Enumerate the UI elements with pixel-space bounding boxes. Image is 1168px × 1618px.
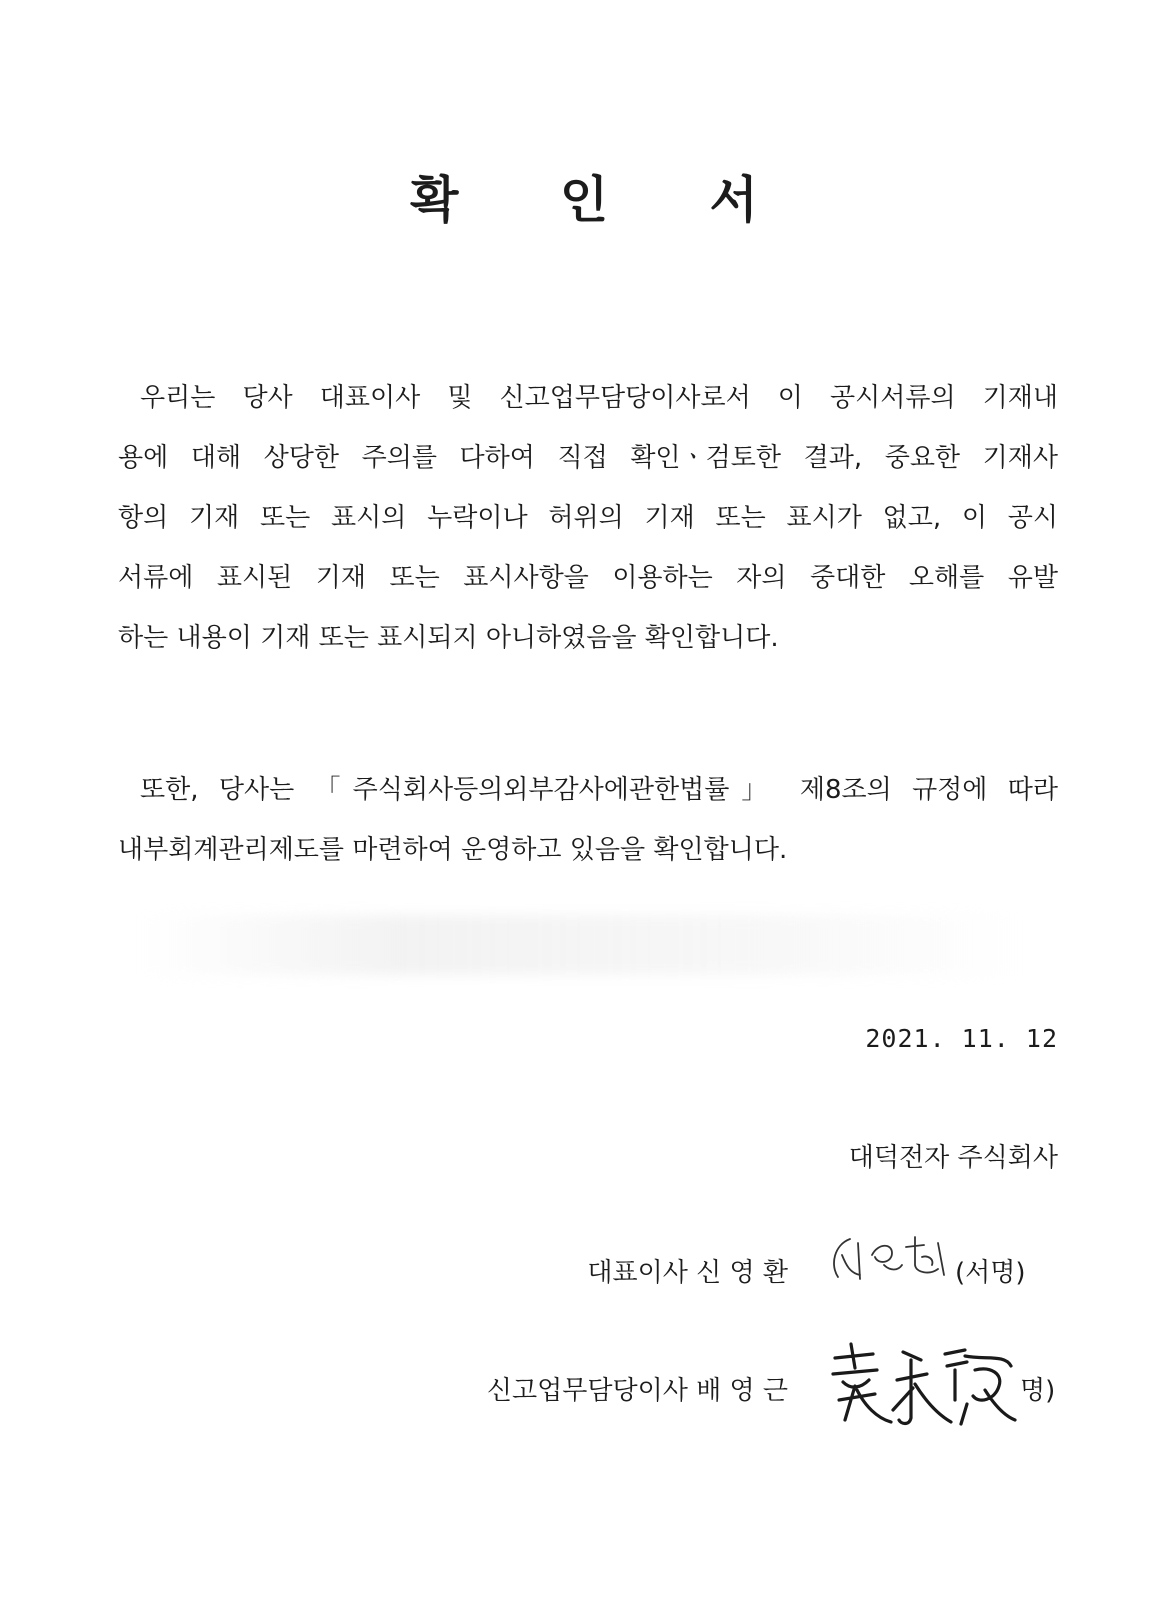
ceo-signature-mark: (서명) xyxy=(955,1258,1026,1288)
disclosure-officer-signature-mark: 명) xyxy=(1020,1376,1056,1406)
paragraph-line: 하는 내용이 기재 또는 표시되지 아니하였음을 확인합니다. xyxy=(118,623,779,653)
company-name: 대덕전자 주식회사 xyxy=(848,1143,1058,1173)
disclosure-officer-signer-name: 신고업무담당이사 배 영 근 xyxy=(486,1376,788,1406)
paragraph-line: 또한, 당사는 「주식회사등의외부감사에관한법률」 제8조의 규정에 따라 xyxy=(140,775,1058,805)
paragraph-line: 항의 기재 또는 표시의 누락이나 허위의 기재 또는 표시가 없고, 이 공시 xyxy=(118,503,1058,533)
paragraph-line: 용에 대해 상당한 주의를 다하여 직접 확인ㆍ검토한 결과, 중요한 기재사 xyxy=(118,443,1058,473)
paragraph-line: 서류에 표시된 기재 또는 표시사항을 이용하는 자의 중대한 오해를 유발 xyxy=(118,563,1058,593)
confirmation-paragraph xyxy=(118,368,1058,668)
disclosure-officer-signature xyxy=(815,1330,1025,1440)
document-title: 확 인 서 xyxy=(410,171,800,229)
paragraph-line: 우리는 당사 대표이사 및 신고업무담당이사로서 이 공시서류의 기재내 xyxy=(140,383,1058,413)
document-date: 2021. 11. 12 xyxy=(865,1024,1058,1053)
scan-smudge xyxy=(140,915,1020,975)
ceo-signer-name: 대표이사 신 영 환 xyxy=(587,1258,788,1288)
paragraph-line: 내부회계관리제도를 마련하여 운영하고 있음을 확인합니다. xyxy=(118,835,788,865)
ceo-signature xyxy=(820,1225,960,1295)
internal-control-paragraph xyxy=(118,760,1058,880)
